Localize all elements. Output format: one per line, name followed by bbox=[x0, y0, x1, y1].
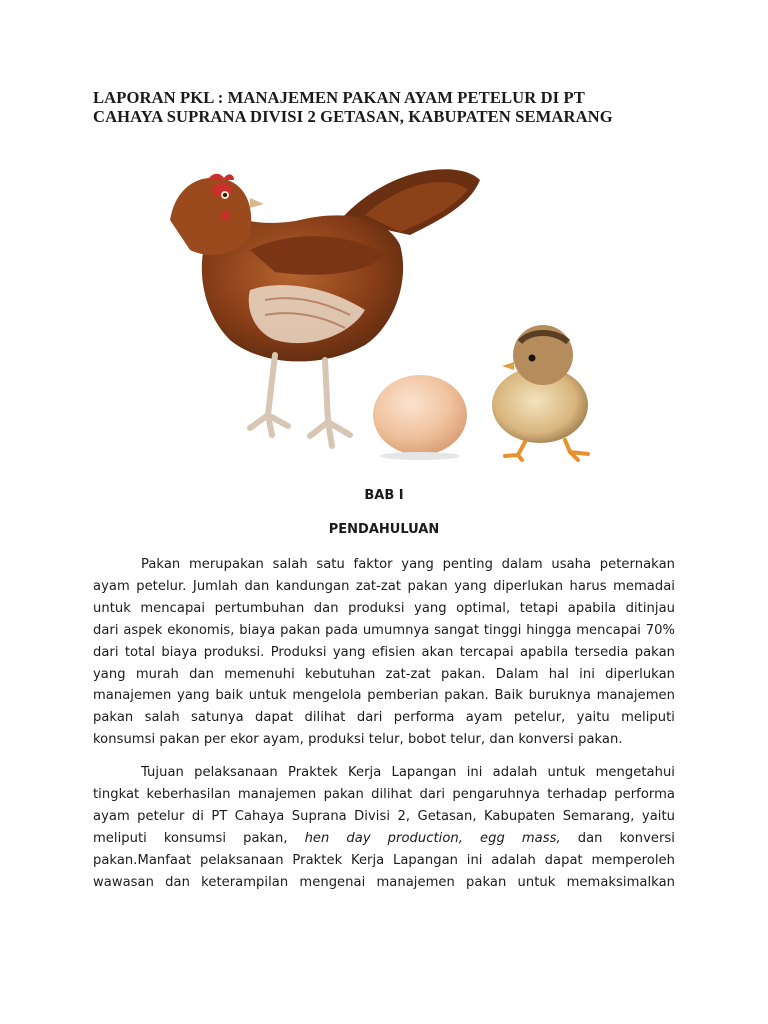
chapter-title: PENDAHULUAN bbox=[328, 522, 440, 537]
paragraph-2-line: wawasan dan keterampilan mengenai manajemen pakan untuk memaksimalkan bbox=[93, 874, 675, 890]
paragraph-2-line: Tujuan pelaksanaan Praktek Kerja Lapangan ini adalah untuk mengetahui bbox=[141, 765, 675, 780]
title-line-2: CAHAYA SUPRANA DIVISI 2 GETASAN, KABUPATEN SEMARANG bbox=[93, 107, 613, 126]
paragraph-1-line: konsumsi pakan per ekor ayam, produksi telur, bobot telur, dan konversi pakan. bbox=[93, 732, 623, 748]
paragraph-1-line: ayam petelur. Jumlah dan kandungan zat-zat pakan yang diperlukan harus memadai bbox=[93, 578, 675, 594]
egg-icon bbox=[373, 375, 467, 460]
paragraph-1-line: pakan salah satunya dapat dilihat dari performa ayam petelur, yaitu meliputi bbox=[93, 710, 675, 726]
word: konsumsi bbox=[163, 830, 227, 846]
italic-word: hen bbox=[304, 830, 330, 846]
paragraph-1-line: untuk mencapai pertumbuhan dan produksi yang optimal, tetapi apabila ditinjau bbox=[93, 600, 675, 616]
report-title bbox=[93, 88, 693, 126]
title-line-1: LAPORAN PKL : MANAJEMEN PAKAN AYAM PETELUR DI PT bbox=[93, 88, 585, 107]
word: pakan, bbox=[243, 830, 288, 846]
paragraph-2-line: pakan.Manfaat pelaksanaan Praktek Kerja Lapangan ini adalah dapat memperoleh bbox=[93, 852, 675, 868]
paragraph-1-line: dari aspek ekonomis, biaya pakan pada umumnya sangat tinggi hingga mencapai 70% bbox=[93, 622, 675, 638]
paragraph-1-line: manajemen yang baik untuk mengelola pemberian pakan. Baik buruknya manajemen bbox=[93, 688, 675, 704]
paragraph-2-line: ayam petelur di PT Cahaya Suprana Divisi 2, Getasan, Kabupaten Semarang, yaitu bbox=[93, 808, 675, 824]
word: meliputi bbox=[93, 830, 147, 846]
paragraph-2-line bbox=[93, 828, 675, 850]
italic-word: mass, bbox=[521, 830, 561, 846]
chapter-number: BAB I bbox=[364, 488, 404, 503]
italic-word: production, bbox=[387, 830, 463, 846]
italic-word: egg bbox=[479, 830, 505, 846]
paragraph-2-line: tingkat keberhasilan manajemen pakan dilihat dari pengaruhnya terhadap performa bbox=[93, 786, 675, 802]
word: konversi bbox=[619, 830, 675, 846]
hen-egg-chick-illustration bbox=[150, 160, 630, 470]
word: dan bbox=[577, 830, 603, 846]
italic-word: day bbox=[346, 830, 371, 846]
paragraph-1-line: Pakan merupakan salah satu faktor yang penting dalam usaha peternakan bbox=[141, 557, 675, 572]
paragraph-2 bbox=[93, 762, 675, 893]
paragraph-1-line: yang murah dan memenuhi kebutuhan zat-zat pakan. Dalam hal ini diperlukan bbox=[93, 666, 675, 682]
chick-icon bbox=[492, 325, 588, 460]
paragraph-1 bbox=[93, 554, 675, 751]
paragraph-1-line: dari total biaya produksi. Produksi yang efisien akan tercapai apabila tersedia pakan bbox=[93, 644, 675, 660]
